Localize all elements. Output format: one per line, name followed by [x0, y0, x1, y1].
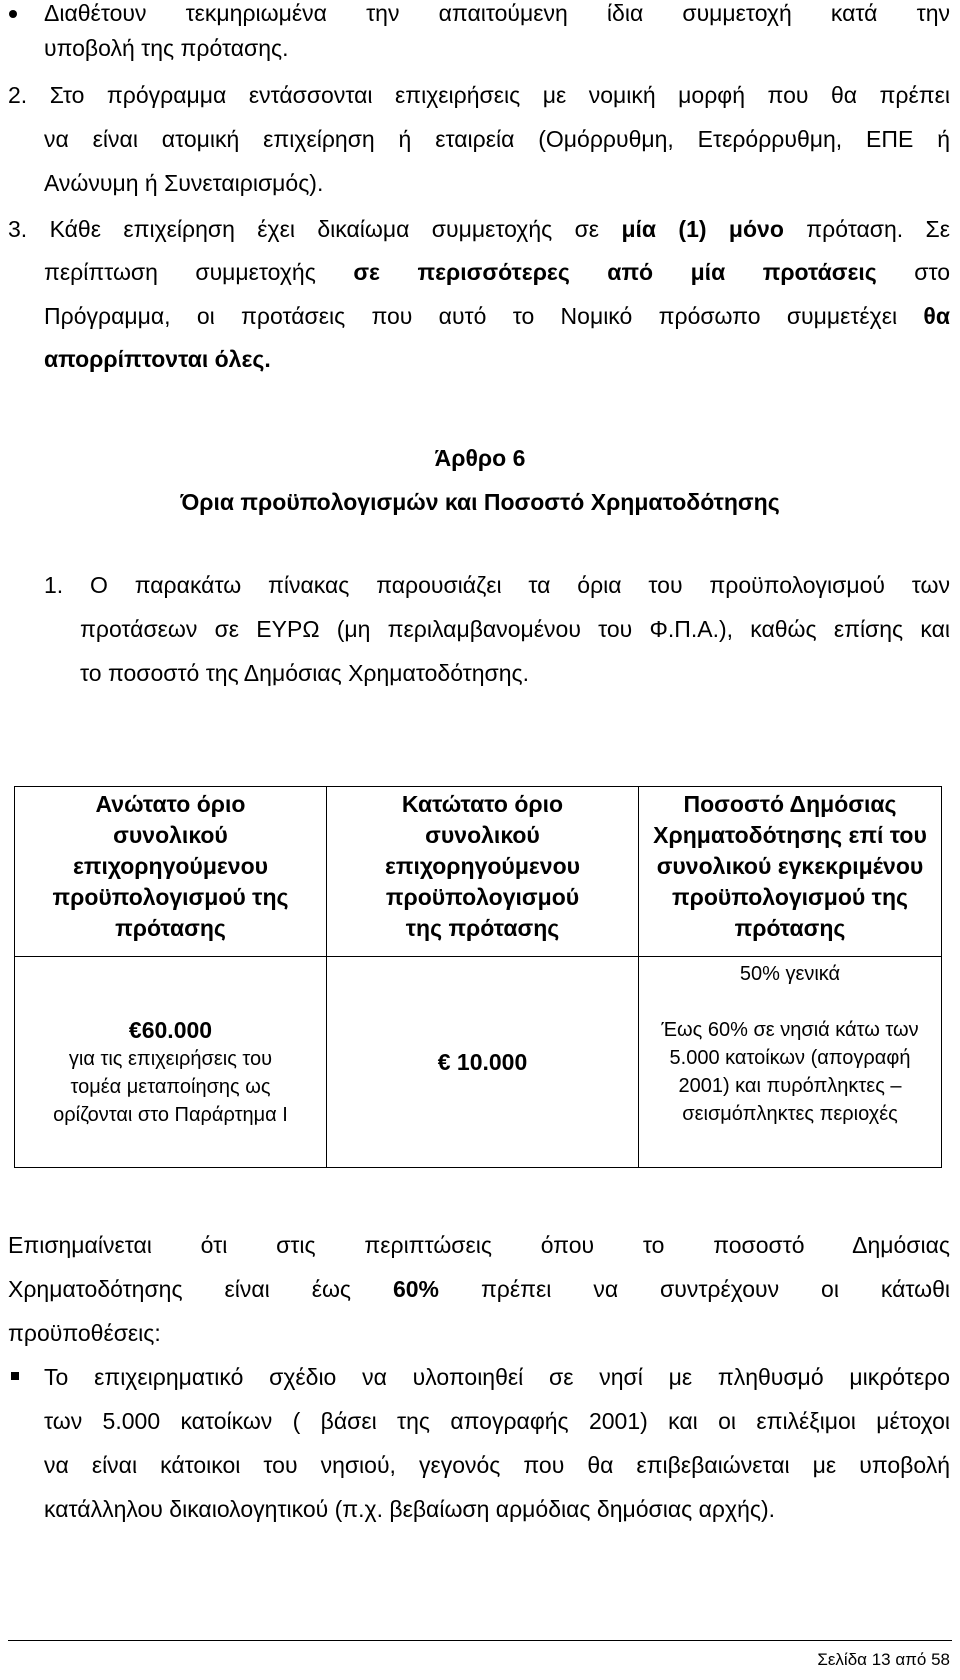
bullet-dot-icon [9, 10, 17, 18]
bullet-text: Διαθέτουν τεκμηριωμένα την απαιτούμενη ίδια συμμετοχή κατά την [44, 0, 950, 26]
condition-line3: να είναι κάτοικοι του νησιού, γεγονός που θα επιβεβαιώνεται με υποβολή [44, 1452, 950, 1478]
item2-line3: Ανώνυμη ή Συνεταιρισμός). [44, 170, 324, 196]
item2-line1: 2. Στο πρόγραμμα εντάσσονται επιχειρήσεις με νομική μορφή που θα πρέπει [8, 82, 950, 108]
min-amount: 10.000 [456, 1049, 528, 1075]
condition-line4: κατάλληλου δικαιολογητικού (π.χ. βεβαίωση αρμόδιας δημόσιας αρχής). [44, 1496, 776, 1522]
page-number: Σελίδα 13 από 58 [817, 1650, 950, 1669]
condition-line1: Το επιχειρηματικό σχέδιο να υλοποιηθεί σε νησί με πληθυσμό μικρότερο [44, 1364, 950, 1390]
para1-line1: 1. Ο παρακάτω πίνακας παρουσιάζει τα όρια του προϋπολογισμού των [44, 572, 950, 598]
item3-line4: απορρίπτονται όλες. [44, 346, 271, 372]
item3-line3: Πρόγραμμα, οι προτάσεις που αυτό το Νομικό πρόσωπο συμμετέχει θα [44, 303, 950, 329]
header-max-budget: Ανώτατο όριο συνολικού επιχορηγούμενου προϋπολογισμού της πρότασης [15, 787, 327, 957]
header-funding-rate: Ποσοστό Δημόσιας Χρηματοδότησης επί του συνολικού εγκεκριμένου προϋπολογισμού της πρότασης [639, 787, 942, 957]
cell-funding-rate [639, 957, 942, 1168]
para1-line3: το ποσοστό της Δημόσιας Χρηματοδότησης. [80, 660, 530, 686]
note-line3: προϋποθέσεις: [8, 1320, 161, 1346]
condition-line2: των 5.000 κατοίκων ( βάσει της απογραφής 2001) και οι επιλέξιμοι μέτοχοι [44, 1408, 950, 1434]
item3-line1: 3. Κάθε επιχείρηση έχει δικαίωμα συμμετοχής σε μία (1) μόνο πρόταση. Σε [8, 216, 950, 242]
note-line1: Επισημαίνεται ότι στις περιπτώσεις όπου το ποσοστό Δημόσιας [8, 1232, 950, 1258]
max-amount: 60.000 [141, 1017, 213, 1043]
funding-islands: Έως 60% σε νησιά κάτω των 5.000 κατοίκων (απογραφή 2001) και πυρόπληκτες – σεισμόπληκτες περιοχές [661, 1019, 919, 1125]
item3-line2: περίπτωση συμμετοχής σε περισσότερες από μία προτάσεις στο [44, 259, 950, 285]
bullet-item [0, 0, 960, 70]
note-line2: Χρηματοδότησης είναι έως 60% πρέπει να συντρέχουν οι κάτωθι [8, 1276, 950, 1302]
budget-limits-table [14, 786, 942, 1168]
table-row [15, 957, 942, 1168]
euro-icon: € [128, 1017, 142, 1043]
bullet-text-cont: υποβολή της πρότασης. [44, 35, 289, 61]
para1-line2: προτάσεων σε ΕΥΡΩ (μη περιλαμβανομένου του Φ.Π.Α.), καθώς επίσης και [80, 616, 950, 642]
table-header-row [15, 787, 942, 957]
item2-line2: να είναι ατομική επιχείρηση ή εταιρεία (Ομόρρυθμη, Ετερόρρυθμη, ΕΠΕ ή [44, 126, 950, 152]
square-bullet-icon [11, 1372, 19, 1380]
euro-icon: € [437, 1049, 451, 1075]
header-min-budget: Κατώτατο όριο συνολικού επιχορηγούμενου προϋπολογισμού της πρότασης [327, 787, 639, 957]
cell-min-budget [327, 957, 639, 1168]
cell-max-budget [15, 957, 327, 1168]
article-title: Όρια προϋπολογισμών και Ποσοστό Χρηματοδότησης [180, 489, 780, 515]
max-budget-note: για τις επιχειρήσεις του τομέα μεταποίησης ως ορίζονται στο Παράρτημα Ι [53, 1048, 288, 1126]
footer-divider [8, 1640, 952, 1641]
article-number: Άρθρο 6 [434, 445, 526, 471]
funding-general: 50% γενικά [739, 963, 841, 985]
